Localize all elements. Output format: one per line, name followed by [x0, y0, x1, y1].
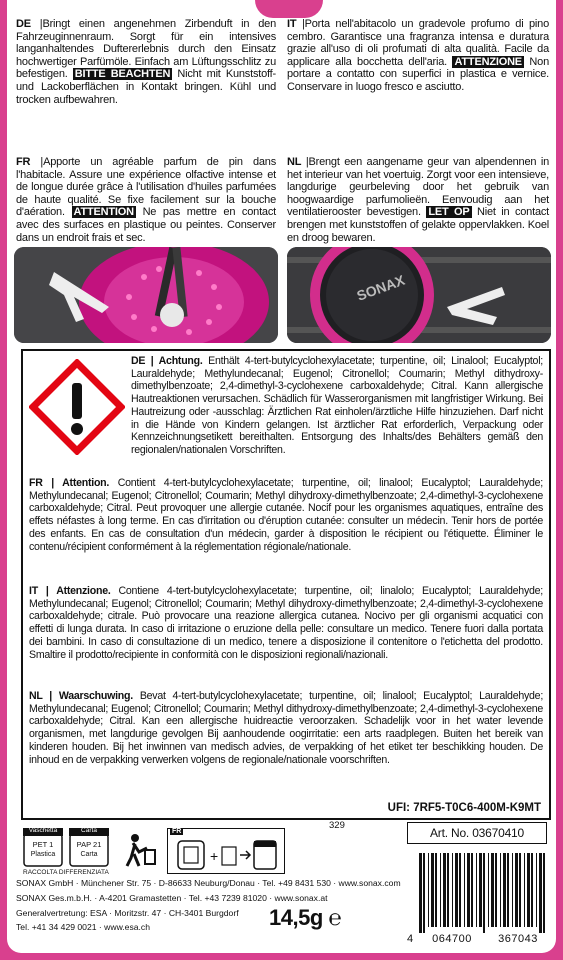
barcode-bar	[495, 853, 497, 927]
barcode-digits-right: 367043	[498, 933, 538, 945]
barcode-bar	[488, 853, 489, 927]
hazard-fr: FR | Attention. Contient 4-tert-butylcyclohexylacetate; turpentine, oil; linalool; Eucalyptol; Lauraldehyde; Methylundecanal; Eugenol; Citronellol; Coumarin; Methyl dihydroxy-dimethylbenzoate; 2,4-dimethyl-3-cyclohexene carboxaldehyde; Citral. Peut provoquer une allergie cutanée. Nocif pour les organismes aquatiques, entraîne des effets néfastes à long terme. En cas d'irritation ou d'éruption cutanée: consulter un médecin. Tenir hors de portée des enfants. En cas de consultation d'un médecin, garder à disposition le récipient ou l'étiquette. Éliminer le contenu/récipient conformément à la réglementation régionale/nationale.	[29, 477, 543, 553]
barcode-bar	[543, 853, 545, 933]
code-329: 329	[329, 820, 345, 831]
barcode-bar	[483, 853, 485, 933]
barcode-bar	[524, 853, 525, 927]
barcode-bar	[431, 853, 434, 927]
svg-text:+: +	[210, 848, 219, 864]
address-sonax-at: SONAX Ges.m.b.H. · A-4201 Gramastetten · Tel. +43 7239 81020 · www.sonax.at	[16, 893, 328, 903]
barcode-bar	[519, 853, 521, 927]
label-card	[7, 0, 556, 953]
sonax-logo: SONAX	[354, 271, 407, 304]
barcode-bar	[459, 853, 461, 927]
barcode-digit-lead: 4	[407, 933, 414, 945]
barcode-bar	[476, 853, 477, 927]
article-number-box: Art. No. 03670410	[407, 822, 547, 844]
barcode-bar	[423, 853, 425, 933]
barcode-bar	[435, 853, 437, 927]
hazard-panel	[21, 349, 551, 820]
hazard-nl: NL | Waarschuwing. Bevat 4-tert-butylcyclohexylacetate; turpentine, oil; linalool; Eucalyptol; Lauraldehyde; Methylundecanal; Eugenol; Citronellol; Coumarin; Methyl dithydroxy-dimethylbenzoate; 2,4-dimethyl-3-cyclohexene carboxaldehyde; Citral. Kan een allergische huidreactie veroorzaken. Schadelijk voor in het water levende organismen, met langdurige gevolgen Bij aanhoudende oogirritatie: een arts raadplegen. Buiten het bereik van kinderen houden. Bij het inwinnen van medisch advies, de verpakking of het etiket ter beschikking houden. De inhoud en de verpakking verwerken volgens de regionale/nationale voorschriften.	[29, 690, 544, 766]
ufi-code: UFI: 7RF5-T0C6-400M-K9MT	[387, 802, 541, 814]
raccolta-label: RACCOLTA DIFFERENZIATA	[23, 869, 109, 876]
barcode-bars	[407, 853, 551, 933]
barcode-bar	[443, 853, 446, 927]
desc-de: DE |Bringt einen angenehmen Zirbenduft in den Fahrzeuginnenraum. Sorgt für ein intensives langanhaltendes Duftererlebnis durch den Einsatz hochwertiger Parfümöle. Einfach am Lüftungsschlitz zu befestigen. BITTE BEACHTEN Nicht mit Kunststoff- und Lackoberflächen in Kontakt bringen. Kühl und trocken aufbewahren.	[16, 18, 276, 106]
barcode-bar	[467, 853, 470, 927]
barcode-bar	[500, 853, 501, 927]
exclamation-hazard-icon	[29, 359, 125, 455]
barcode-bar	[491, 853, 494, 927]
tidyman-icon	[121, 832, 157, 868]
triman-sorting-icons	[174, 839, 278, 871]
barcode-bar	[455, 853, 458, 927]
barcode-bar	[428, 853, 429, 927]
address-esa-contact: Tel. +41 34 429 0021 · www.esa.ch	[16, 922, 151, 932]
hazard-de: DE | Achtung. Enthält 4-tert-butylcyclohexylacetate; turpentine, oil; Linalool; Eucalyptol; Lauraldehyde; Methylundecanal; Eugenol; Citronellol; Coumarin; Methyl dithydroxy-dimethylbenzoate; 2,4-dimethyl-3-cyclohexene carboxaldehyde; Citral. Kann allergische Hautreaktionen verursachen. Schädlich für Wasserorganismen mit langfristiger Wirkung. Bei Hautreizung oder -ausschlag: Ärztlichen Rat einholen/ärztliche Hilfe hinzuziehen. Darf nicht in die Hände von Kindern gelangen. Ist ärztlicher Rat erforderlich, Verpackung oder Kennzeichnungsetikett bereithalten. Entsorgung des Inhalts/des Behälters gemäß den regionalen/nationalen Vorschriften.	[131, 355, 543, 456]
address-sonax-de: SONAX GmbH · Münchener Str. 75 · D-86633 Neuburg/Donau · Tel. +49 8431 530 · www.sonax.com	[16, 878, 401, 888]
barcode-bar	[539, 853, 542, 933]
barcode-bar	[464, 853, 465, 927]
desc-fr: FR |Apporte un agréable parfum de pin dans l'habitacle. Assure une expérience olfactive intense et de longue durée grâce à l'utilisation d'huiles parfumées de haute qualité. Se fixe facilement sur la bouche d'aération. ATTENTION Ne pas mettre en contact avec des surfaces en plastique ou peintes. Conserver dans un endroit frais et sec.	[16, 156, 277, 244]
bin-icon-paper: Carta PAP 21 Carta	[69, 828, 109, 868]
hang-hole	[255, 0, 323, 18]
address-esa: Generalvertretung: ESA · Moritzstr. 47 · CH-3401 Burgdorf	[16, 908, 239, 918]
product-photo-mounted	[287, 247, 551, 343]
bin-icon-pet: Vaschetta PET 1 Plastica	[23, 828, 63, 868]
desc-nl: NL |Brengt een aangename geur van alpendennen in het interieur van het voertuig. Zorgt voor een intensieve, langdurige geurbeleving door het gebruik van hoogwaardige parfumolieën. Eenvoudig aan het ventilatierooster bevestigen. LET OP Niet in contact brengen met kunststoffen of gelakte oppervlakken. Koel en droog bewaren.	[287, 156, 550, 244]
barcode-bar	[479, 853, 482, 927]
barcode-bar	[531, 853, 533, 927]
barcode-bar	[447, 853, 449, 927]
barcode-bar	[512, 853, 513, 927]
barcode-bar	[503, 853, 506, 927]
barcode-bar	[527, 853, 530, 927]
hazard-it: IT | Attenzione. Contiene 4-tert-butylcyclohexylacetate; turpentine, oil; linalolo; Eucalyptol; Lauraldehyde; Methylundecanal; Eugenol; Citronellol; Coumarin; Methyl dihydroxy-dimethylbenzoate; 2,4-dimethyl-3-cyclohexene carboxaldehyde; citrale. Può provocare una reazione allergica cutanea. Nocivo per gli organismi acquatici con effetti di lunga durata. In caso di irritazione o eruzione della pelle: consultare un medico. Tenere fuori dalla portata dei bambini. In caso di consultazione di un medico, tenere a disposizione il contenitore o l'etichetta del prodotto. Smaltire il prodotto/recipiente in conformità con le disposizioni regionali/nazionali.	[29, 585, 543, 661]
triman-box: FR +	[167, 828, 285, 874]
barcode-bar	[507, 853, 509, 927]
barcode-bar	[440, 853, 441, 927]
desc-it: IT |Porta nell'abitacolo un gradevole profumo di pino cembro. Garantisce una fragranza intensa e duratura grazie all'uso di oli profumati di alta qualità. Facile da applicare alla bocchetta dell'aria. ATTENZIONE Non portare a contatto con superfici in plastica e vernice. Conservare in luogo fresco e asciutto.	[287, 18, 549, 93]
product-photo-vent-clip	[14, 247, 278, 343]
barcode-digits-left: 064700	[432, 933, 472, 945]
barcode-bar	[536, 853, 537, 927]
barcode-bar	[471, 853, 473, 927]
net-weight: 14,5g ℮	[269, 905, 342, 930]
barcode-bar	[452, 853, 453, 927]
barcode-bar	[515, 853, 518, 927]
barcode-bar	[419, 853, 422, 933]
barcode	[407, 853, 551, 947]
